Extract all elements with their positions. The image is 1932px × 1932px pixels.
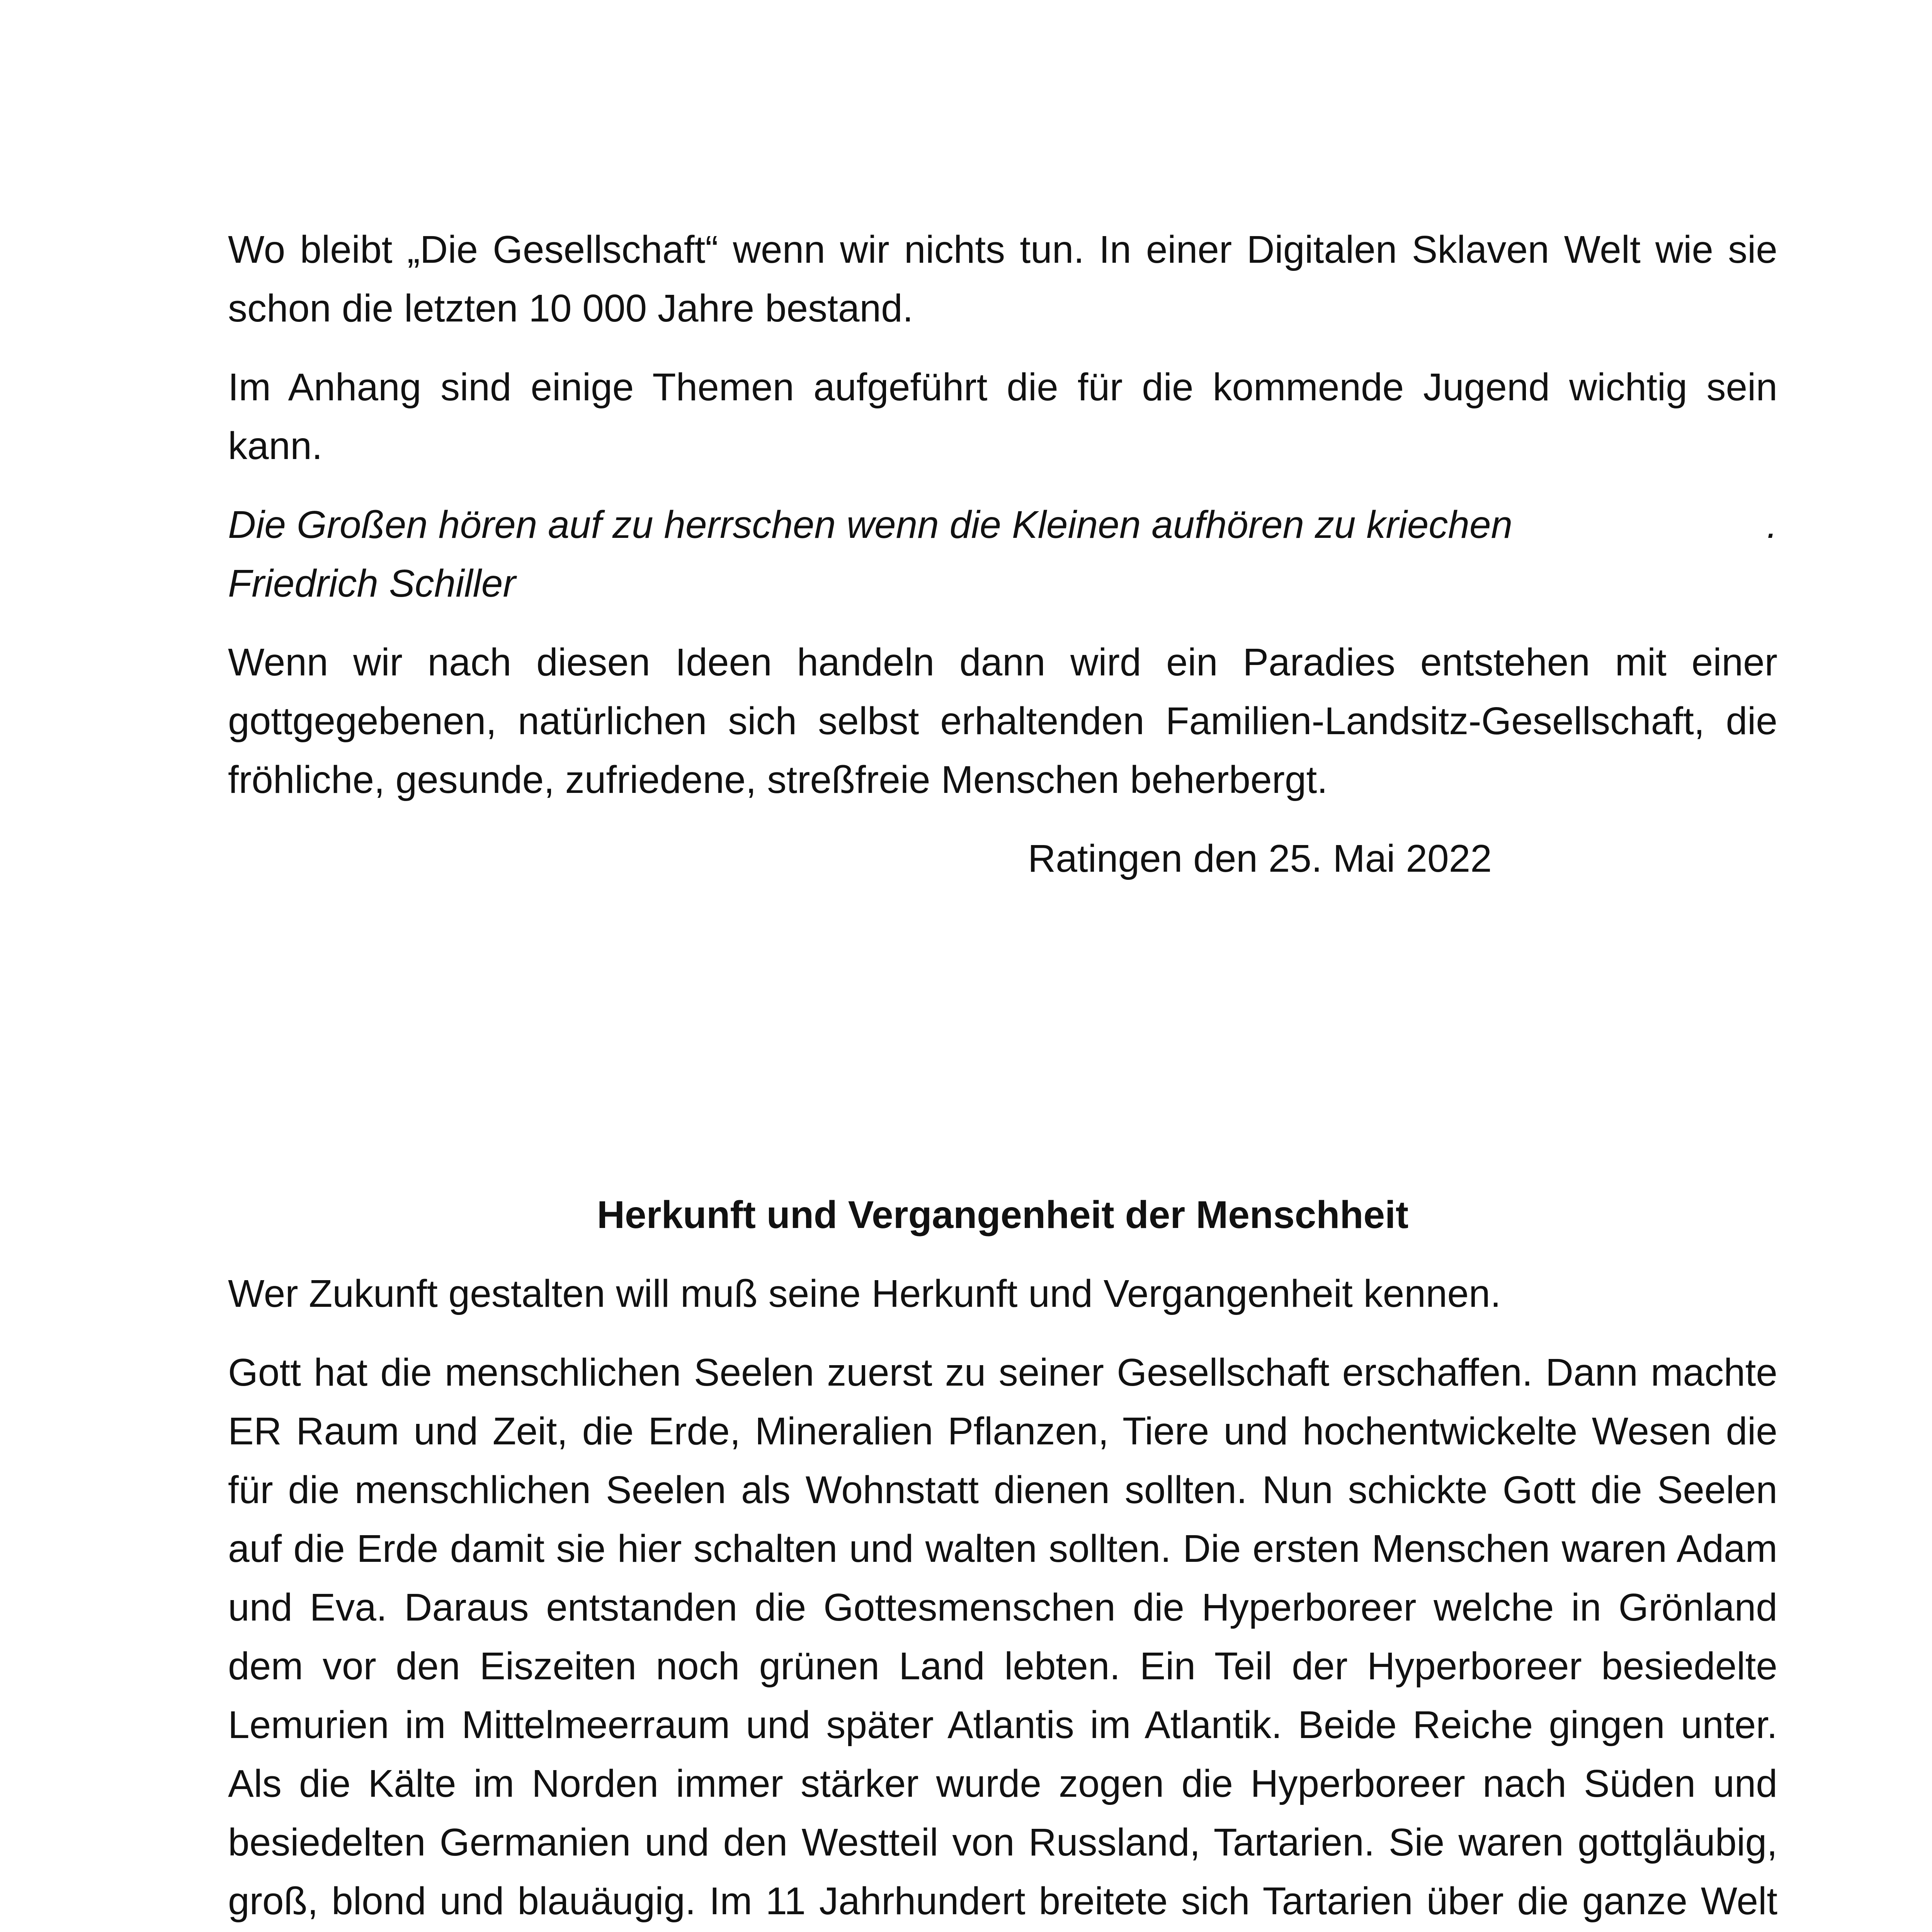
paragraph-gesellschaft: Wo bleibt „Die Gesellschaft“ wenn wir nichts tun. In einer Digitalen Sklaven Welt wie sie schon die letzten 10 000 Jahre bestand. [228, 228, 1777, 330]
paragraph-gott: Gott hat die menschlichen Seelen zuerst zu seiner Gesellschaft erschaffen. Dann machte ER Raum und Zeit, die Erde, Mineralien Pflanzen, Tiere und hochentwickelte Wesen die für die menschlichen Seelen als Wohnstatt dienen sollten. Nun schickte Gott die Seelen auf die Erde damit sie hier schalten und walten sollten. Die ersten Menschen waren Adam und Eva. Daraus entstanden die Gottesmenschen die Hyperboreer welche in Grönland dem vor den Eiszeiten noch grünen Land lebten. Ein Teil der Hyperboreer besiedelte Lemurien im Mittelmeerraum und später Atlantis im Atlantik. Beide Reiche gingen unter. Als die Kälte im Norden immer stärker wurde zogen die Hyperboreer nach Süden und besiedelten Germanien und den Westteil von Russland, Tartarien. Sie waren gottgläubig, groß, blond und blauäugig. Im 11 Jahrhundert breitete sich Tartarien über die ganze Welt [228, 1351, 1777, 1923]
quote-dot: . [1767, 503, 1777, 546]
paragraph-zukunft: Wer Zukunft gestalten will muß seine Herkunft und Vergangenheit kennen. [228, 1272, 1501, 1315]
paragraph-anhang: Im Anhang sind einige Themen aufgeführt die für die kommende Jugend wichtig sein kann. [228, 366, 1777, 468]
quote-text: Die Großen hören auf zu herrschen wenn die Kleinen aufhören zu kriechen [228, 503, 1513, 546]
schiller-quote [228, 495, 1777, 613]
page-content [228, 220, 1777, 1932]
date-line: Ratingen den 25. Mai 2022 [1028, 837, 1492, 880]
section-heading-herkunft: Herkunft und Vergangenheit der Menschheit [597, 1193, 1409, 1236]
paragraph-paradies: Wenn wir nach diesen Ideen handeln dann wird ein Paradies entstehen mit einer gottgegebenen, natürlichen sich selbst erhaltenden Familien-Landsitz-Gesellschaft, die fröhliche, gesunde, zufriedene, streßfreie Menschen beherbergt. [228, 641, 1777, 801]
quote-line [228, 495, 1777, 554]
quote-author: Friedrich Schiller [228, 562, 516, 605]
